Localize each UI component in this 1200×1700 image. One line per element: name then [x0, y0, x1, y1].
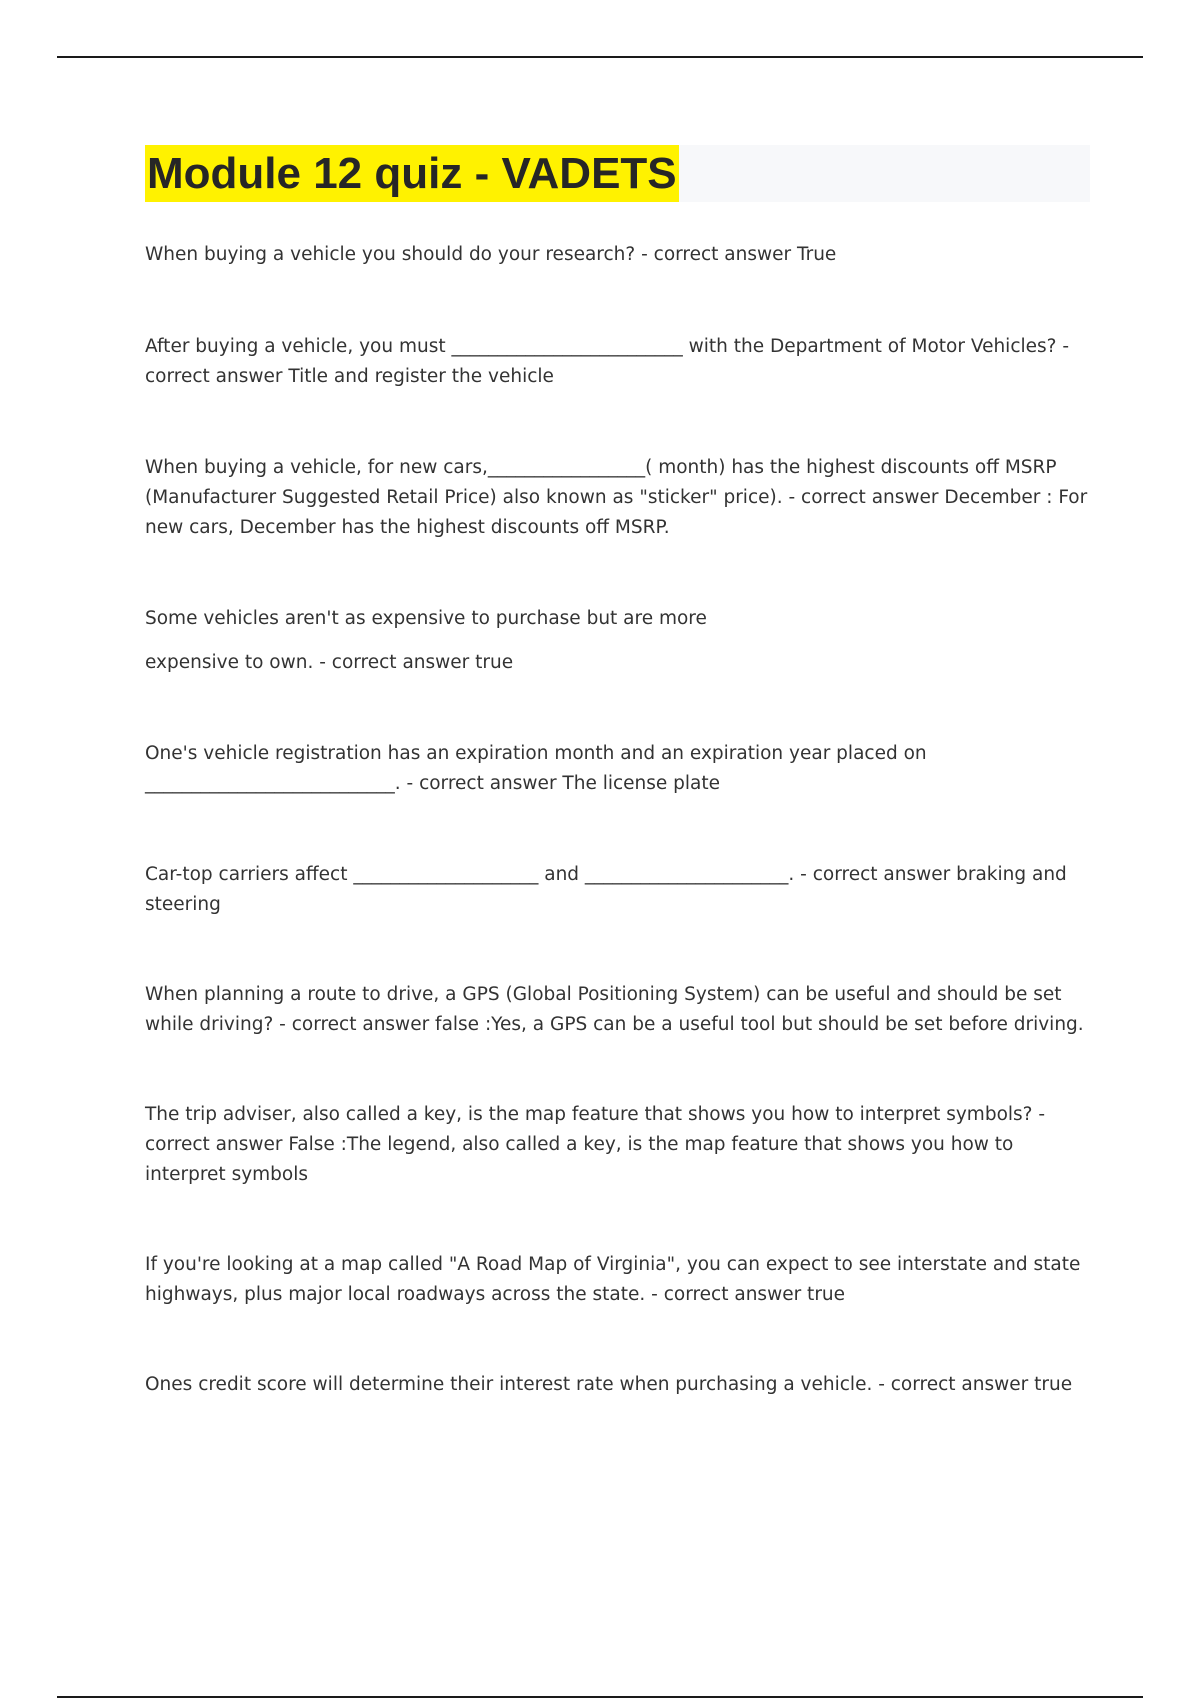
qa-item-4-line-1: Some vehicles aren't as expensive to purchase but are more — [145, 608, 707, 629]
quiz-content — [145, 240, 1090, 1400]
qa-item-4-line-2: expensive to own. - correct answer true — [145, 652, 514, 673]
qa-item-6: Car-top carriers affect ____________________ and ______________________. - correct answer braking and steering — [145, 864, 1067, 915]
bottom-rule — [57, 1696, 1143, 1698]
qa-item-1: When buying a vehicle you should do your research? - correct answer True — [145, 244, 837, 265]
qa-item-5: One's vehicle registration has an expiration month and an expiration year placed on ___________________________. - correct answer The license plate — [145, 743, 927, 794]
qa-item-3: When buying a vehicle, for new cars,_________________( month) has the highest discounts off MSRP (Manufacturer Suggested Retail Price) also known as "sticker" price). - correct answer December : For new cars, December has the highest discounts off MSRP. — [145, 457, 1088, 538]
qa-item-8: The trip adviser, also called a key, is the map feature that shows you how to interpret symbols? - correct answer False :The legend, also called a key, is the map feature that shows you how to interpret symbols — [145, 1104, 1046, 1185]
document-title: Module 12 quiz - VADETS — [145, 145, 679, 202]
qa-item-9: If you're looking at a map called "A Road Map of Virginia", you can expect to see interstate and state highways, plus major local roadways across the state. - correct answer true — [145, 1254, 1081, 1305]
qa-item-10: Ones credit score will determine their interest rate when purchasing a vehicle. - correct answer true — [145, 1374, 1073, 1395]
qa-item-7: When planning a route to drive, a GPS (Global Positioning System) can be useful and should be set while driving? - correct answer false :Yes, a GPS can be a useful tool but should be set before driving. — [145, 984, 1084, 1035]
qa-item-2: After buying a vehicle, you must _________________________ with the Department of Motor Vehicles? - correct answer Title and register the vehicle — [145, 336, 1070, 387]
top-rule — [57, 56, 1143, 58]
